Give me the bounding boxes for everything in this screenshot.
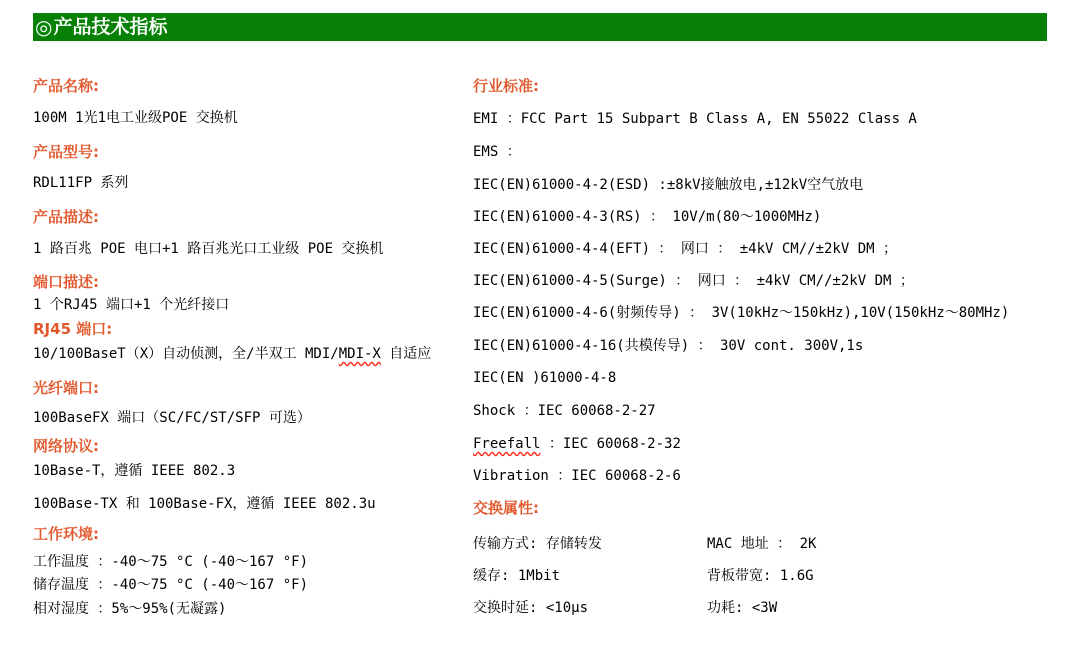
protocol-line-1: 10Base-T，遵循 IEEE 802.3: [33, 463, 236, 479]
storage-temp-line: 储存温度 ：-40～75 °C (-40～167 °F): [33, 577, 309, 593]
iec-esd-line: IEC(EN)61000-4-2(ESD) :±8kV接触放电,±12kV空气放电: [473, 177, 864, 193]
port-desc-value: 1 个RJ45 端口+1 个光纤接口: [33, 297, 230, 313]
industry-standard-label: 行业标准:: [473, 77, 539, 95]
model-value: RDL11FP 系列: [33, 175, 129, 191]
freefall-value: ：IEC 60068-2-32: [540, 436, 681, 452]
misspelled-word: MDI-X: [338, 346, 381, 362]
switch-row-transmission: [473, 536, 817, 553]
humidity-line: 相对湿度 ：5%～95%(无凝露): [33, 601, 227, 617]
iec-rf-line: IEC(EN)61000-4-6(射频传导) ： 3V(10kHz～150kHz),10V(150kHz～80MHz): [473, 305, 1010, 321]
iec-cm-line: IEC(EN)61000-4-16(共模传导) ： 30V cont. 300V,1s: [473, 338, 864, 354]
fiber-port-value: 100BaseFX 端口（SC/FC/ST/SFP 可选）: [33, 410, 311, 426]
switch-latency: 交换时延: <10μs: [473, 600, 589, 616]
model-label: 产品型号:: [33, 143, 99, 161]
iec-rs-line: IEC(EN)61000-4-3(RS) ： 10V/m(80～1000MHz): [473, 209, 822, 225]
backplane-bandwidth: 背板带宽: 1.6G: [707, 568, 814, 584]
emi-line: EMI ：FCC Part 15 Subpart B Class A, EN 55022 Class A: [473, 111, 917, 127]
product-name-label: 产品名称:: [33, 77, 99, 95]
product-desc-value: 1 路百兆 POE 电口+1 路百兆光口工业级 POE 交换机: [33, 241, 384, 257]
freefall-line: [473, 436, 681, 453]
port-desc-label: 端口描述:: [33, 273, 99, 291]
rj45-port-label: RJ45 端口:: [33, 320, 113, 338]
vibration-line: Vibration ：IEC 60068-2-6: [473, 468, 681, 484]
page-title: 产品技术指标: [53, 16, 168, 38]
fiber-port-label: 光纤端口:: [33, 379, 99, 397]
section-header: [33, 13, 1047, 41]
network-protocol-label: 网络协议:: [33, 437, 99, 455]
rj45-value-tail: 自适应: [380, 346, 432, 362]
power-consumption: 功耗: <3W: [707, 600, 778, 616]
ems-line: EMS ：: [473, 144, 521, 160]
product-name-value: 100M 1光1电工业级POE 交换机: [33, 110, 238, 126]
switch-attr-label: 交换属性:: [473, 499, 539, 517]
operating-env-label: 工作环境:: [33, 525, 99, 543]
product-desc-label: 产品描述:: [33, 208, 99, 226]
iec-eft-line: IEC(EN)61000-4-4(EFT) ： 网口 ： ±4kV CM//±2kV DM ；: [473, 241, 898, 257]
switch-row-buffer: [473, 568, 814, 585]
transmission-mode: 传输方式: 存储转发: [473, 536, 602, 552]
iec-surge-line: IEC(EN)61000-4-5(Surge) ： 网口 ： ±4kV CM//±2kV DM ；: [473, 273, 914, 289]
rj45-port-value: [33, 346, 431, 363]
buffer-size: 缓存: 1Mbit: [473, 568, 561, 584]
protocol-line-2: 100Base-TX 和 100Base-FX，遵循 IEEE 802.3u: [33, 496, 376, 512]
shock-line: Shock ：IEC 60068-2-27: [473, 403, 656, 419]
switch-row-latency: [473, 600, 778, 617]
bullseye-icon: ◎: [35, 15, 53, 39]
misspelled-word: Freefall: [473, 436, 541, 452]
iec-48-line: IEC(EN )61000-4-8: [473, 370, 617, 386]
mac-address: MAC 地址 ： 2K: [707, 536, 817, 552]
operating-temp-line: 工作温度 ：-40～75 °C (-40～167 °F): [33, 554, 309, 570]
rj45-value-text: 10/100BaseT（X）自动侦测，全/半双工 MDI/: [33, 346, 339, 362]
